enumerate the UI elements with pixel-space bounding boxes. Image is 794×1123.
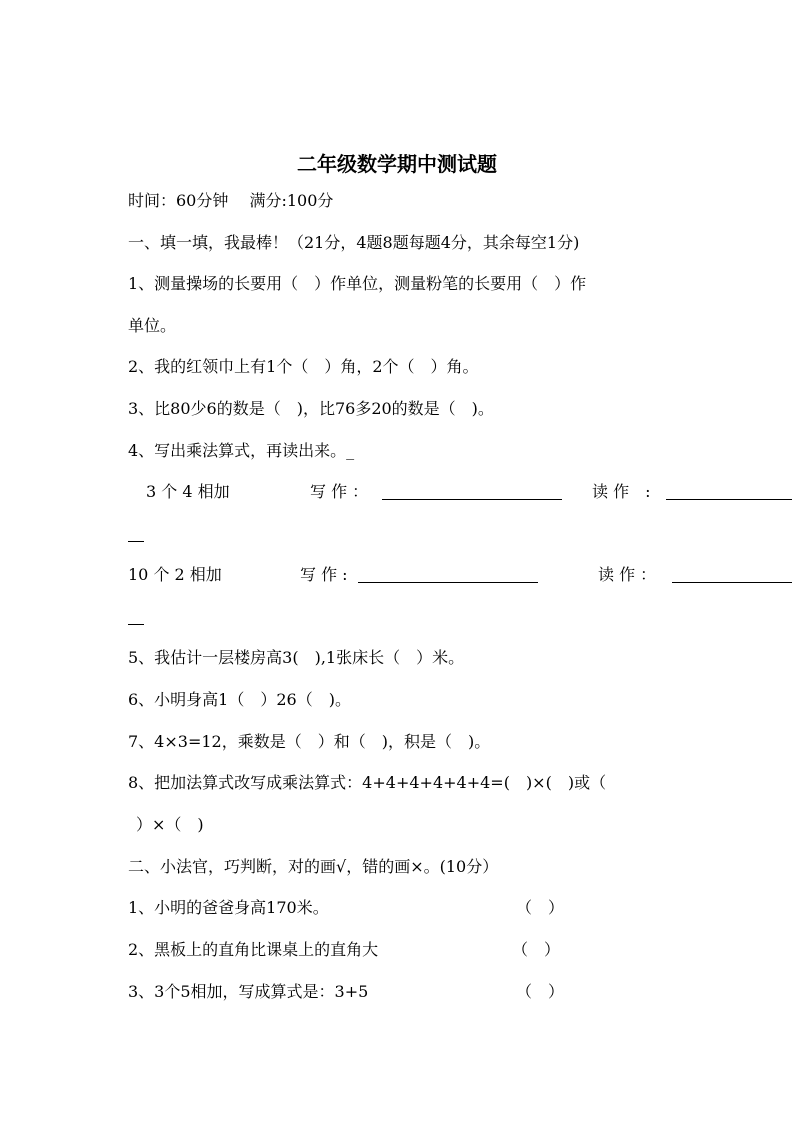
q4-row1-label: 3 个 4 相加 <box>146 482 230 501</box>
section1-heading: 一、填一填，我最棒！（21分，4题8题每题4分，其余每空1分) <box>128 233 580 252</box>
judge-item-1-answer[interactable]: （ ） <box>516 898 565 917</box>
question-1-continued: 单位。 <box>128 316 177 335</box>
question-8-continued: ）×（ ) <box>136 815 204 834</box>
judge-item-2: 2、黑板上的直角比课桌上的直角大 <box>128 940 379 959</box>
judge-item-1: 1、小明的爸爸身高170米。 <box>128 898 329 917</box>
question-7: 7、4×3=12，乘数是（ ）和（ )，积是（ )。 <box>128 732 491 751</box>
q4-row2-label: 10 个 2 相加 <box>128 565 222 584</box>
q4-row2-write-blank[interactable] <box>358 566 538 583</box>
q4-row1-read-label: 读 作 : <box>592 482 651 501</box>
question-4: 4、写出乘法算式，再读出来。_ <box>128 441 355 460</box>
question-2: 2、我的红领巾上有1个（ ）角，2个（ ）角。 <box>128 357 479 376</box>
judge-item-3-answer[interactable]: （ ） <box>516 982 565 1001</box>
q4-row2-overflow-blank <box>128 608 144 625</box>
q4-row1-write-label: 写 作 ： <box>310 482 369 501</box>
q4-row1-overflow-blank <box>128 525 144 542</box>
judge-item-3: 3、3个5相加，写成算式是：3+5 <box>128 982 369 1001</box>
page-title: 二年级数学期中测试题 <box>297 152 497 176</box>
exam-meta: 时间：60分钟 满分:100分 <box>128 191 334 210</box>
q4-row1-read-blank[interactable] <box>666 483 792 500</box>
section2-heading: 二、小法官，巧判断，对的画√，错的画×。(10分） <box>128 857 499 876</box>
question-5: 5、我估计一层楼房高3( ),1张床长（ ）米。 <box>128 648 465 667</box>
q4-row1-write-blank[interactable] <box>382 483 562 500</box>
question-8: 8、把加法算式改写成乘法算式：4+4+4+4+4+4=( )×( )或（ <box>128 773 607 792</box>
q4-row2-write-label: 写 作 : <box>300 565 348 584</box>
question-6: 6、小明身高1（ ）26（ )。 <box>128 690 351 709</box>
q4-row2-read-label: 读 作 ： <box>598 565 657 584</box>
question-1: 1、测量操场的长要用（ ）作单位，测量粉笔的长要用（ ）作 <box>128 274 587 293</box>
judge-item-2-answer[interactable]: （ ） <box>512 940 561 959</box>
q4-row2-read-blank[interactable] <box>672 566 792 583</box>
question-3: 3、比80少6的数是（ )，比76多20的数是（ )。 <box>128 399 494 418</box>
